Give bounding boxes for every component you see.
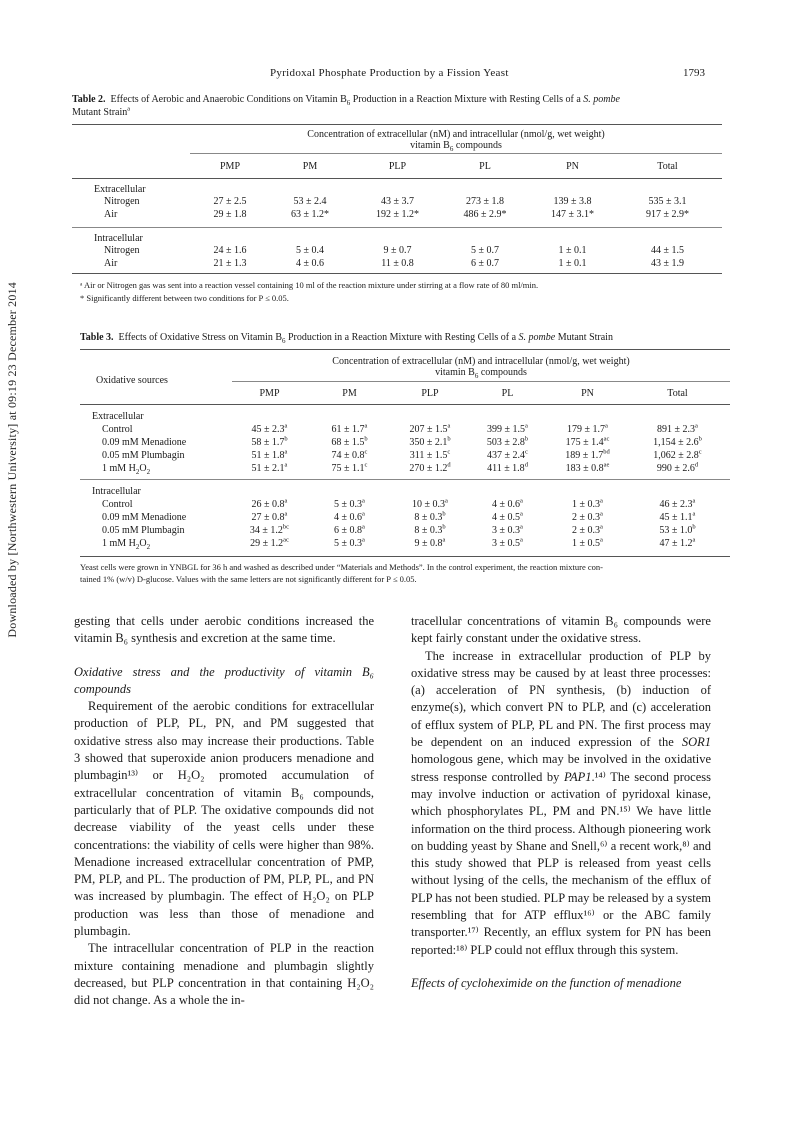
significance-letter: b	[442, 510, 446, 518]
table2-span-rule	[190, 153, 722, 154]
table2-caption-text: Effects of Aerobic and Anaerobic Conditions on Vitamin B	[110, 94, 347, 105]
table2-caption-sub: 6	[346, 99, 351, 107]
significance-letter: a	[520, 510, 523, 518]
table3-cell: 207 ± 1.5$^a$	[409, 422, 451, 435]
significance-letter: ac	[603, 435, 610, 443]
table3-cell: 2 ± 0.3$^a$	[572, 523, 603, 536]
table2-cell: 43 ± 3.7	[381, 196, 414, 207]
table2-cell: 43 ± 1.9	[651, 258, 684, 269]
table3-group-label: Intracellular	[92, 486, 141, 497]
significance-letter: a	[284, 497, 288, 505]
right-paragraph-2-part-c: .¹⁴⁾ The second process may involve induction or activation of pyridoxal kinase, which phosphorylates PL, PM and PN.¹⁵⁾ We have little information on the third process. Although pioneering work on budding yeast by Shane and Snell,⁶⁾ a recent work,⁸⁾ and this study showed that PLP is released from yeast cells without lysing of the cells, the mechanism of the efflux of PLP has not been studied. PLP may be released by a system resembling that for ATP efflux¹⁶⁾ or the ABC family transporter.¹⁷⁾ Recently, an efflux system for PN has been reported:¹⁸⁾ PLP could not efflux through this system.	[411, 769, 711, 957]
table2-top-rule	[72, 124, 722, 125]
right-paragraph-1: tracellular concentrations of vitamin B₆ compounds were kept fairly constant under the oxidative stress.	[411, 614, 711, 646]
table3-cell: 8 ± 0.3$^b$	[414, 523, 446, 536]
table3-row-label: 1 mM $H_2O_2$	[102, 463, 151, 476]
table2-caption-sup: a	[127, 105, 131, 113]
table2-span-header-2-post: compounds	[453, 140, 502, 151]
significance-letter: c	[698, 448, 702, 456]
table2-cell: 6 ± 0.7	[471, 258, 499, 269]
table2-cell: 44 ± 1.5	[651, 245, 684, 256]
table3-span-header-1: Concentration of extracellular (nM) and intracellular (nmol/g, wet weight)	[332, 356, 630, 367]
table2-row-label: Nitrogen	[104, 245, 140, 256]
table3-column-header: Total	[667, 388, 688, 399]
table3-cell: 5 ± 0.3$^a$	[334, 497, 365, 510]
significance-letter: b	[524, 435, 529, 443]
table3-caption-mid: Production in a Reaction Mixture with Resting Cells of a	[285, 332, 519, 343]
table2-column-header: PLP	[388, 161, 407, 172]
significance-letter: d	[694, 461, 699, 469]
table3-cell: 350 ± 2.1$^b$	[409, 435, 451, 448]
table2-row-label: Nitrogen	[104, 196, 140, 207]
significance-letter: bd	[603, 448, 610, 456]
table2-caption-species: S. pombe	[583, 94, 620, 105]
significance-letter: a	[520, 497, 523, 505]
table2-span-header-2	[190, 140, 722, 152]
table3-group-label: Extracellular	[92, 411, 144, 422]
table2-group-label: Intracellular	[94, 233, 143, 244]
significance-letter: b	[284, 435, 288, 443]
table3-cell: 75 ± 1.1$^c$	[331, 461, 368, 474]
table3-span-header-2-pre: vitamin B	[435, 367, 475, 378]
table2-cell: 24 ± 1.6	[213, 245, 247, 256]
row-label-sub: 2	[146, 543, 151, 551]
significance-letter: bc	[282, 523, 290, 531]
table2-cell: 917 ± 2.9*	[646, 209, 689, 220]
table2-cell: 63 ± 1.2*	[291, 209, 329, 220]
table3-header-rule	[80, 404, 730, 405]
table2-cell: 1 ± 0.1	[558, 245, 587, 256]
table3-cell: 58 ± 1.7$^b$	[251, 435, 288, 448]
table3-cell: 26 ± 0.8$^a$	[251, 497, 288, 510]
table3-group-rule	[80, 479, 730, 480]
table3-footnote-1: Yeast cells were grown in YNBGL for 36 h and washed as described under “Materials and Methods”. In the control experiment, the reaction mixture con-	[80, 562, 603, 572]
significance-letter: c	[447, 448, 451, 456]
download-stamp	[2, 160, 22, 760]
table2-row-label: Air	[104, 209, 118, 220]
table3-column-header: PL	[501, 388, 514, 399]
significance-letter: a	[605, 422, 608, 430]
table3-cell: 5 ± 0.3$^a$	[334, 536, 365, 549]
table3-cell: 45 ± 1.1$^a$	[659, 510, 696, 523]
table3-cell: 1,154 ± 2.6$^b$	[653, 435, 702, 448]
table3-cell: 68 ± 1.5$^b$	[331, 435, 368, 448]
table2-cell: 5 ± 0.4	[296, 245, 324, 256]
significance-letter: ae	[603, 461, 610, 469]
table2-span-header-2-pre: vitamin B	[410, 140, 450, 151]
running-title: Pyridoxal Phosphate Production by a Fission Yeast	[270, 67, 509, 79]
table3-row-label: 0.05 mM Plumbagin	[102, 525, 185, 536]
significance-letter: a	[362, 497, 365, 505]
table2-row-label: Air	[104, 258, 118, 269]
significance-letter: a	[364, 422, 368, 430]
table3-cell: 45 ± 2.3$^a$	[251, 422, 288, 435]
table2-caption-line2: Mutant Strain	[72, 107, 128, 118]
table3-column-header: PM	[342, 388, 357, 399]
left-paragraph-3: The intracellular concentration of PLP in the reaction mixture containing menadione and plumbagin slightly decreased, but PLP concentration in that containing H₂O₂ did not change. As a whole the in-	[74, 941, 374, 1008]
significance-letter: a	[362, 536, 365, 544]
table3-cell: 399 ± 1.5$^a$	[487, 422, 528, 435]
left-paragraph-1: gesting that cells under aerobic conditions increased the vitamin B₆ synthesis and excretion at the same time.	[74, 614, 374, 646]
table2-cell: 21 ± 1.3	[213, 258, 247, 269]
table2-group-label: Extracellular	[94, 184, 146, 195]
table2-label: Table 2.	[72, 94, 106, 105]
table3-cell: 51 ± 1.8$^a$	[251, 448, 288, 461]
table3-cell: 61 ± 1.7$^a$	[331, 422, 368, 435]
table3-row-label: 0.05 mM Plumbagin	[102, 450, 185, 461]
table3-footnote-2: tained 1% (w/v) D-glucose. Values with the same letters are not significantly different for P ≤ 0.05.	[80, 574, 417, 584]
significance-letter: b	[692, 523, 696, 531]
table2-cell: 139 ± 3.8	[553, 196, 592, 207]
table3-cell: 503 ± 2.8$^b$	[486, 435, 529, 448]
table3-cell: 891 ± 2.3$^a$	[657, 422, 698, 435]
significance-letter: c	[525, 448, 528, 456]
section-heading-oxidative-stress: Oxidative stress and the productivity of vitamin B₆ compounds	[74, 664, 374, 696]
significance-letter: d	[447, 461, 451, 469]
table2-column-header: PL	[479, 161, 491, 172]
table2-caption	[72, 93, 722, 119]
significance-letter: a	[692, 510, 696, 518]
table3-cell: 53 ± 1.0$^b$	[659, 523, 696, 536]
significance-letter: a	[520, 536, 523, 544]
table3-cell: 74 ± 0.8$^c$	[331, 448, 368, 461]
table3-cell: 4 ± 0.6$^a$	[334, 510, 365, 523]
significance-letter: a	[695, 422, 698, 430]
table2-cell: 535 ± 3.1	[648, 196, 687, 207]
table3-cell: 2 ± 0.3$^a$	[572, 510, 603, 523]
significance-letter: a	[600, 510, 603, 518]
table3-row-label: Control	[102, 499, 133, 510]
table3-span-header-2-post: compounds	[478, 367, 527, 378]
table3-cell: 411 ± 1.8$^d$	[487, 461, 528, 474]
table2-cell: 53 ± 2.4	[293, 196, 327, 207]
table2-column-header: PMP	[219, 161, 240, 172]
significance-letter: a	[447, 422, 451, 430]
table3-span-header-2-sub: 6	[474, 372, 479, 380]
right-paragraph-2	[411, 648, 711, 959]
table3-cell: 8 ± 0.3$^b$	[414, 510, 446, 523]
table2-column-header: PN	[566, 161, 579, 172]
table2-cell: 11 ± 0.8	[381, 258, 414, 269]
table3-cell: 10 ± 0.3$^a$	[412, 497, 448, 510]
table3-cell: 189 ± 1.7$^{bd}$	[565, 448, 610, 461]
table3-cell: 34 ± 1.2$^{bc}$	[249, 523, 290, 536]
table3-span-rule	[232, 381, 730, 382]
table3-cell: 47 ± 1.2$^a$	[659, 536, 696, 549]
table3-cell: 4 ± 0.6$^a$	[492, 497, 523, 510]
table2-span-header-1: Concentration of extracellular (nM) and intracellular (nmol/g, wet weight)	[307, 129, 605, 140]
table3-cell: 990 ± 2.6$^d$	[656, 461, 699, 474]
table2-column-header: Total	[657, 161, 678, 172]
significance-letter: a	[520, 523, 523, 531]
table2-bottom-rule	[72, 273, 722, 274]
table3-cell: 27 ± 0.8$^a$	[251, 510, 288, 523]
table3-row-label: 0.09 mM Menadione	[102, 512, 187, 523]
significance-letter: a	[284, 461, 288, 469]
right-paragraph-2-part-a: The increase in extracellular production of PLP by oxidative stress may be caused by at least three processes: (a) acceleration of PN synthesis, (b) induction of enzyme(s), which convert PN to PLP, and (c) acceleration of efflux system of PLP, PL and PN. The first process may be dependent on an induced expression of the	[411, 648, 711, 750]
table3-cell: 9 ± 0.8$^a$	[414, 536, 446, 549]
table2-cell: 273 ± 1.8	[466, 196, 504, 207]
table3-cell: 179 ± 1.7$^a$	[567, 422, 608, 435]
table2-cell: 1 ± 0.1	[558, 258, 587, 269]
table3-caption	[80, 331, 730, 344]
table3-cell: 3 ± 0.5$^a$	[492, 536, 523, 549]
table2-cell: 4 ± 0.6	[296, 258, 324, 269]
download-stamp-text: Downloaded by [Northwestern University] at 09:19 23 December 2014	[4, 282, 19, 638]
table3-cell: 437 ± 2.4$^c$	[487, 448, 528, 461]
table3-cell: 175 ± 1.4$^{ac}$	[565, 435, 610, 448]
significance-letter: b	[364, 435, 368, 443]
table2-span-header-2-sub: 6	[449, 145, 454, 153]
left-paragraph-2: Requirement of the aerobic conditions for extracellular production of PLP, PL, PN, and PM suggested that oxidative stress also may increase their productions. Table 3 showed that superoxide anion producers menadione and plumbagin¹³⁾ or H₂O₂ promoted accumulation of extracellular concentration of vitamin B₆ compounds, particularly that of PLP. The oxidative compounds did not decrease viability of the yeast cells under these concentrations: the viability of cells were higher than 98%. Menadione increased extracellular concentration of PMP, PM, PLP, and PL. The production of PM, PLP, PL, and PN was increased by plumbagin. The effect of H₂O₂ on PLP production was less than those of menadione and plumbagin.	[74, 699, 374, 939]
significance-letter: a	[284, 448, 288, 456]
significance-letter: a	[692, 497, 696, 505]
row-label-sub: 2	[135, 543, 140, 551]
row-label-sub: 2	[146, 468, 151, 476]
significance-letter: a	[362, 510, 365, 518]
table3-cell: 1 ± 0.3$^a$	[572, 497, 603, 510]
significance-letter: a	[525, 422, 528, 430]
table2-footnote-1: ᵃ Air or Nitrogen gas was sent into a reaction vessel containing 10 ml of the reaction mixture under stirring at a flow rate of 80 ml/min.	[80, 280, 539, 290]
significance-letter: b	[442, 523, 446, 531]
significance-letter: a	[284, 422, 288, 430]
table2-column-header: PM	[302, 161, 318, 172]
table3-caption-post: Mutant Strain	[555, 332, 613, 343]
table3-cell: 1 ± 0.5$^a$	[572, 536, 603, 549]
section-heading-cycloheximide: Effects of cycloheximide on the function of menadione	[411, 975, 682, 990]
table3-span-header-2	[232, 367, 730, 379]
table3-row-label: 0.09 mM Menadione	[102, 437, 187, 448]
significance-letter: a	[442, 536, 446, 544]
table3-cell: 1,062 ± 2.8$^c$	[653, 448, 702, 461]
table3-row-label: 1 mM $H_2O_2$	[102, 538, 151, 551]
table3-column-header: PMP	[259, 388, 280, 399]
table3-cell: 29 ± 1.2$^{ac}$	[250, 536, 289, 549]
table2-cell: 5 ± 0.7	[471, 245, 499, 256]
table3-row-label: Control	[102, 424, 133, 435]
table3-cell: 311 ± 1.5$^c$	[409, 448, 451, 461]
table2-cell: 27 ± 2.5	[213, 196, 247, 207]
significance-letter: a	[600, 523, 603, 531]
significance-letter: a	[600, 497, 603, 505]
left-column	[74, 613, 374, 1010]
significance-letter: c	[364, 461, 368, 469]
table3-stub-header: Oxidative sources	[96, 375, 168, 386]
table2-cell: 192 ± 1.2*	[376, 209, 419, 220]
table3-cell: 51 ± 2.1$^a$	[251, 461, 288, 474]
table3-column-header: PN	[581, 388, 594, 399]
table3-top-rule	[80, 349, 730, 350]
significance-letter: b	[447, 435, 451, 443]
significance-letter: a	[600, 536, 603, 544]
table2-header-rule	[72, 178, 722, 179]
table3-cell: 3 ± 0.3$^a$	[492, 523, 523, 536]
table2-cell: 147 ± 3.1*	[551, 209, 594, 220]
significance-letter: d	[524, 461, 528, 469]
significance-letter: a	[284, 510, 288, 518]
table2-cell: 9 ± 0.7	[383, 245, 412, 256]
table3-caption-sub: 6	[281, 337, 286, 345]
table2-cell: 29 ± 1.8	[213, 209, 247, 220]
table3-cell: 6 ± 0.8$^a$	[334, 523, 365, 536]
significance-letter: a	[362, 523, 365, 531]
table3-cell: 4 ± 0.5$^a$	[492, 510, 523, 523]
table2-caption-mid: Production in a Reaction Mixture with Resting Cells of a	[350, 94, 584, 105]
table3-caption-text: Effects of Oxidative Stress on Vitamin B	[118, 332, 282, 343]
table2-cell: 486 ± 2.9*	[463, 209, 507, 220]
table3-cell: 270 ± 1.2$^d$	[409, 461, 451, 474]
significance-letter: a	[445, 497, 448, 505]
table3-label: Table 3.	[80, 332, 114, 343]
row-label-sub: 2	[135, 468, 140, 476]
significance-letter: b	[698, 435, 702, 443]
right-paragraph-2-part-b: homologous gene, which may be involved in the oxidative stress response controlled by	[411, 752, 711, 784]
right-column	[411, 613, 711, 992]
gene-name-pap1: PAP1	[564, 769, 592, 784]
significance-letter: c	[364, 448, 368, 456]
table3-bottom-rule	[80, 556, 730, 557]
gene-name-sor1: SOR1	[681, 735, 711, 750]
table3-cell: 46 ± 2.3$^a$	[659, 497, 696, 510]
significance-letter: a	[692, 536, 696, 544]
table3-column-header: PLP	[421, 388, 439, 399]
table3-caption-species: S. pombe	[518, 332, 556, 343]
page-number: 1793	[683, 67, 705, 79]
significance-letter: ac	[283, 536, 289, 544]
table2-footnote-2: * Significantly different between two conditions for P ≤ 0.05.	[80, 293, 289, 303]
table3-cell: 183 ± 0.8$^{ae}$	[565, 461, 610, 474]
table2-group-rule	[72, 227, 722, 228]
